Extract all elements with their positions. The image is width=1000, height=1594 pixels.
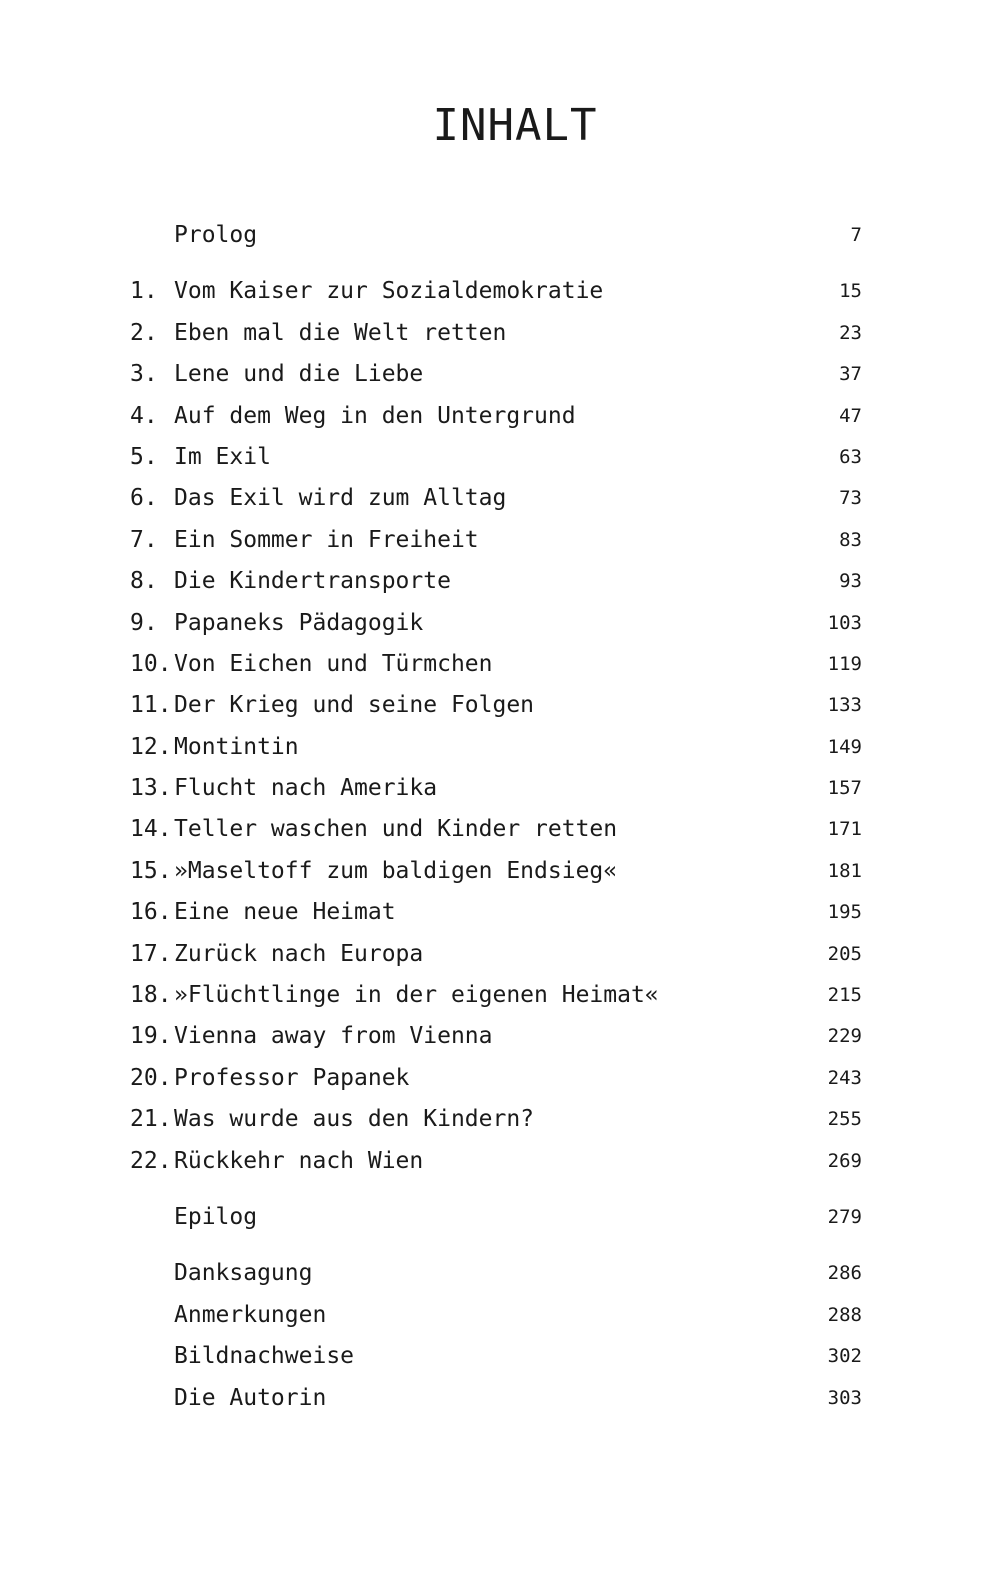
chapter-title: »Maseltoff zum baldigen Endsieg« bbox=[174, 857, 618, 884]
toc-entry-bildnachweise[interactable] bbox=[130, 1336, 862, 1377]
toc-chapter[interactable] bbox=[130, 396, 862, 437]
toc-chapter[interactable] bbox=[130, 644, 862, 685]
chapter-page: 83 bbox=[839, 528, 862, 551]
section-gap bbox=[130, 256, 862, 271]
chapter-page: 63 bbox=[839, 445, 862, 468]
chapter-title: Im Exil bbox=[174, 443, 271, 470]
toc-entry-prolog[interactable] bbox=[130, 215, 862, 256]
toc-entry-page: 7 bbox=[850, 224, 862, 246]
toc-chapter[interactable] bbox=[130, 1058, 862, 1099]
toc-chapter[interactable] bbox=[130, 1141, 862, 1182]
chapter-number: 11. bbox=[130, 692, 172, 719]
chapter-title: Vom Kaiser zur Sozialdemokratie bbox=[174, 278, 604, 305]
chapter-page: 205 bbox=[827, 942, 862, 965]
toc-chapter[interactable] bbox=[130, 934, 862, 975]
chapter-page: 15 bbox=[839, 280, 862, 303]
toc-chapter[interactable] bbox=[130, 437, 862, 478]
chapter-title: Professor Papanek bbox=[174, 1064, 410, 1091]
chapter-page: 93 bbox=[839, 570, 862, 593]
toc-entry-title: Epilog bbox=[174, 1203, 258, 1230]
chapter-title: Flucht nach Amerika bbox=[174, 775, 438, 802]
toc-chapter[interactable] bbox=[130, 851, 862, 892]
chapter-page: 171 bbox=[827, 818, 862, 841]
toc-chapter[interactable] bbox=[130, 561, 862, 602]
toc-entry-die-autorin[interactable] bbox=[130, 1378, 862, 1419]
chapter-number: 20. bbox=[130, 1064, 172, 1091]
toc-chapter[interactable] bbox=[130, 1016, 862, 1057]
chapter-number: 13. bbox=[130, 775, 172, 802]
chapter-page: 73 bbox=[839, 487, 862, 510]
toc-chapter[interactable] bbox=[130, 685, 862, 726]
chapter-page: 157 bbox=[827, 777, 862, 800]
toc-entry-title: Bildnachweise bbox=[174, 1343, 355, 1370]
chapter-number: 22. bbox=[130, 1147, 172, 1174]
toc-chapter[interactable] bbox=[130, 354, 862, 395]
toc-chapter[interactable] bbox=[130, 809, 862, 850]
chapter-title: Was wurde aus den Kindern? bbox=[174, 1106, 535, 1133]
chapter-number: 21. bbox=[130, 1106, 172, 1133]
toc-entry-epilog[interactable] bbox=[130, 1197, 862, 1238]
chapter-number: 7. bbox=[130, 526, 158, 553]
chapter-page: 269 bbox=[827, 1149, 862, 1172]
page-title: INHALT bbox=[432, 100, 598, 151]
chapter-number: 15. bbox=[130, 857, 172, 884]
chapter-page: 133 bbox=[827, 694, 862, 717]
toc-entry-page: 303 bbox=[827, 1386, 862, 1409]
chapter-title: Von Eichen und Türmchen bbox=[174, 650, 493, 677]
chapter-title: Die Kindertransporte bbox=[174, 568, 451, 595]
chapter-title: Ein Sommer in Freiheit bbox=[174, 526, 479, 553]
chapter-title: Auf dem Weg in den Untergrund bbox=[174, 402, 576, 429]
chapter-number: 9. bbox=[130, 609, 158, 636]
toc-entry-anmerkungen[interactable] bbox=[130, 1295, 862, 1336]
chapter-page: 215 bbox=[827, 984, 862, 1007]
chapter-number: 19. bbox=[130, 1023, 172, 1050]
chapter-number: 17. bbox=[130, 940, 172, 967]
chapter-number: 3. bbox=[130, 361, 158, 388]
chapter-page: 119 bbox=[827, 652, 862, 675]
chapter-number: 1. bbox=[130, 278, 158, 305]
toc-chapter[interactable] bbox=[130, 1099, 862, 1140]
chapter-title: Rückkehr nach Wien bbox=[174, 1147, 424, 1174]
chapter-title: Teller waschen und Kinder retten bbox=[174, 816, 618, 843]
chapter-number: 18. bbox=[130, 982, 172, 1009]
toc-chapter[interactable] bbox=[130, 975, 862, 1016]
section-gap bbox=[130, 1238, 862, 1253]
chapter-number: 5. bbox=[130, 443, 158, 470]
chapter-page: 195 bbox=[827, 901, 862, 924]
toc-entry-page: 288 bbox=[827, 1303, 862, 1326]
chapter-page: 37 bbox=[839, 363, 862, 386]
section-gap bbox=[130, 1182, 862, 1197]
toc-chapter[interactable] bbox=[130, 313, 862, 354]
chapter-page: 149 bbox=[827, 735, 862, 758]
chapter-title: Eine neue Heimat bbox=[174, 899, 396, 926]
toc-chapter[interactable] bbox=[130, 520, 862, 561]
toc-entry-page: 279 bbox=[827, 1205, 862, 1228]
toc-entry-page: 302 bbox=[827, 1345, 862, 1368]
chapter-number: 12. bbox=[130, 733, 172, 760]
chapter-number: 4. bbox=[130, 402, 158, 429]
chapter-page: 23 bbox=[839, 321, 862, 344]
chapter-page: 229 bbox=[827, 1025, 862, 1048]
chapter-page: 103 bbox=[827, 611, 862, 634]
chapter-number: 10. bbox=[130, 650, 172, 677]
chapter-title: Eben mal die Welt retten bbox=[174, 319, 507, 346]
chapter-page: 47 bbox=[839, 404, 862, 427]
toc-chapter[interactable] bbox=[130, 271, 862, 312]
chapter-number: 16. bbox=[130, 899, 172, 926]
chapter-title: Lene und die Liebe bbox=[174, 361, 424, 388]
toc-entry-danksagung[interactable] bbox=[130, 1253, 862, 1294]
chapter-page: 181 bbox=[827, 859, 862, 882]
chapter-page: 255 bbox=[827, 1108, 862, 1131]
chapter-number: 8. bbox=[130, 568, 158, 595]
chapter-number: 6. bbox=[130, 485, 158, 512]
toc-entry-title: Anmerkungen bbox=[174, 1301, 327, 1328]
chapter-title: Das Exil wird zum Alltag bbox=[174, 485, 507, 512]
toc-chapter[interactable] bbox=[130, 892, 862, 933]
chapter-title: Vienna away from Vienna bbox=[174, 1023, 493, 1050]
toc-chapter[interactable] bbox=[130, 478, 862, 519]
toc-entry-title: Prolog bbox=[174, 222, 258, 248]
table-of-contents bbox=[130, 215, 862, 1419]
toc-chapter[interactable] bbox=[130, 727, 862, 768]
toc-entry-title: Die Autorin bbox=[174, 1384, 327, 1411]
chapter-page: 243 bbox=[827, 1066, 862, 1089]
chapter-title: Papaneks Pädagogik bbox=[174, 609, 424, 636]
chapter-title: Zurück nach Europa bbox=[174, 940, 424, 967]
chapter-title: Montintin bbox=[174, 733, 299, 760]
chapter-title: »Flüchtlinge in der eigenen Heimat« bbox=[174, 982, 659, 1009]
toc-entry-page: 286 bbox=[827, 1262, 862, 1285]
chapter-number: 14. bbox=[130, 816, 172, 843]
chapter-number: 2. bbox=[130, 319, 158, 346]
toc-entry-title: Danksagung bbox=[174, 1260, 313, 1287]
toc-chapter[interactable] bbox=[130, 768, 862, 809]
chapter-title: Der Krieg und seine Folgen bbox=[174, 692, 535, 719]
toc-chapter[interactable] bbox=[130, 603, 862, 644]
